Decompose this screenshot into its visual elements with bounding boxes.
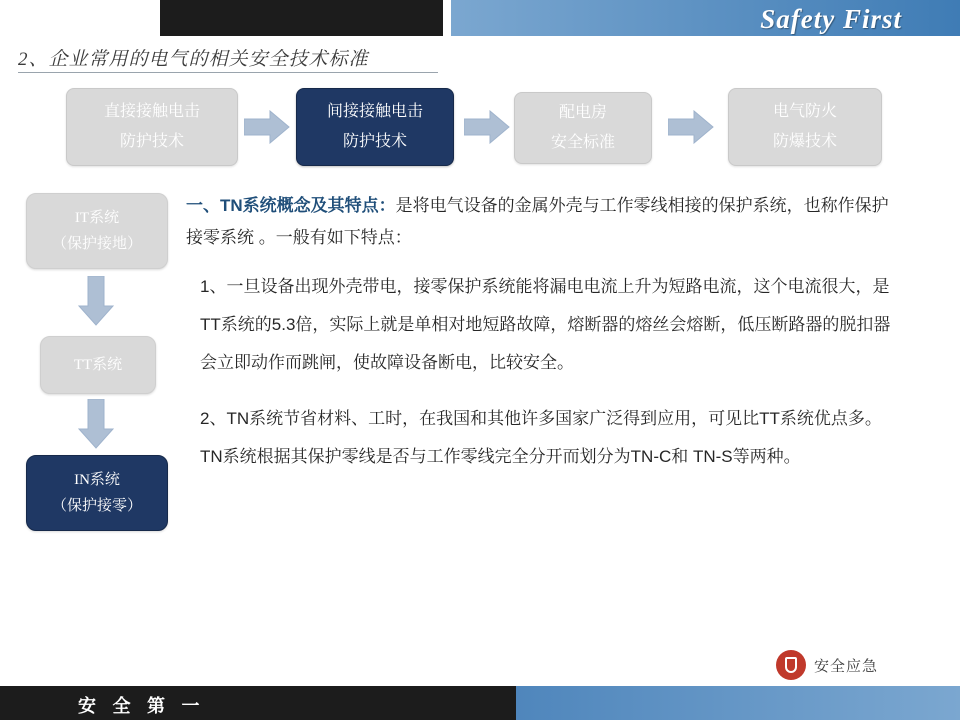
bottom-banner-label: 安 全 第 一 xyxy=(78,696,206,716)
side-flow-arrow-down-2 xyxy=(78,399,114,449)
page-title: 2、企业常用的电气的相关安全技术标准 xyxy=(18,49,369,70)
content-title-line xyxy=(186,190,892,254)
banner-title: Safety First xyxy=(760,4,902,34)
flow-step-1-line1: 直接接触电击 xyxy=(103,103,200,120)
flow-arrow-right-1 xyxy=(244,110,290,144)
flow-step-3-line1: 配电房 xyxy=(558,104,607,121)
side-flow-item-in-line1: IN系统 xyxy=(74,472,120,488)
side-flow-arrow-down-1 xyxy=(78,276,114,326)
banner-segment-white-gap xyxy=(443,0,451,36)
flow-step-3[interactable] xyxy=(514,92,652,164)
side-flow-item-it[interactable] xyxy=(26,193,168,269)
flow-arrow-right-3 xyxy=(668,110,714,144)
page-title-underline xyxy=(18,72,438,73)
shield-icon xyxy=(776,650,806,680)
side-flow-item-tt-line1: TT系统 xyxy=(73,357,123,373)
bottom-banner xyxy=(0,686,960,720)
content-paragraph-2-wrap xyxy=(186,400,892,476)
flow-step-4[interactable] xyxy=(728,88,882,166)
footer-logo-label: 安全应急 xyxy=(813,658,878,675)
banner-segment-black xyxy=(160,0,443,36)
flow-step-2-line1: 间接接触电击 xyxy=(326,103,423,120)
flow-step-2-line2: 防护技术 xyxy=(342,133,407,150)
flow-arrow-right-2 xyxy=(464,110,510,144)
flow-step-1-line2: 防护技术 xyxy=(119,133,184,150)
side-flow-item-it-line2: （保护接地） xyxy=(51,236,142,252)
flow-step-4-line1: 电气防火 xyxy=(772,103,837,120)
content-paragraph-1-wrap xyxy=(186,268,892,382)
content-paragraph-1: 1、一旦设备出现外壳带电，接零保护系统能将漏电电流上升为短路电流，这个电流很大，是TT系统的5.3倍，实际上就是单相对地短路故障，熔断器的熔丝会熔断，低压断路器的脱扣器会立即动作而跳闸，使故障设备断电，比较安全。 xyxy=(200,277,891,372)
content-body xyxy=(186,190,892,476)
content-paragraph-2: 2、TN系统节省材料、工时，在我国和其他许多国家广泛得到应用，可见比TT系统优点多。TN系统根据其保护零线是否与工作零线完全分开而划分为TN-C和 TN-S等两种。 xyxy=(200,409,882,466)
side-flow-item-it-line1: IT系统 xyxy=(74,210,120,226)
flow-step-4-line2: 防爆技术 xyxy=(772,133,837,150)
flow-step-2[interactable] xyxy=(296,88,454,166)
banner-segment-white-left xyxy=(0,0,160,36)
side-flow-item-in-line2: （保护接零） xyxy=(51,498,142,514)
content-title-rest: 是将电气设备的金属外壳与工作零线相接的保护系统，也称作保护接零系统 。一般有如下特点： xyxy=(186,196,889,247)
bottom-segment-blue xyxy=(516,686,960,720)
side-flow-item-tt[interactable] xyxy=(40,336,156,394)
content-title-label: 一、TN系统概念及其特点 xyxy=(186,196,379,215)
footer-logo xyxy=(776,650,878,680)
content-title-colon: ： xyxy=(378,196,396,215)
side-flow-item-in[interactable] xyxy=(26,455,168,531)
flow-step-3-line2: 安全标准 xyxy=(550,134,615,151)
top-banner xyxy=(0,0,960,36)
flow-step-1[interactable] xyxy=(66,88,238,166)
